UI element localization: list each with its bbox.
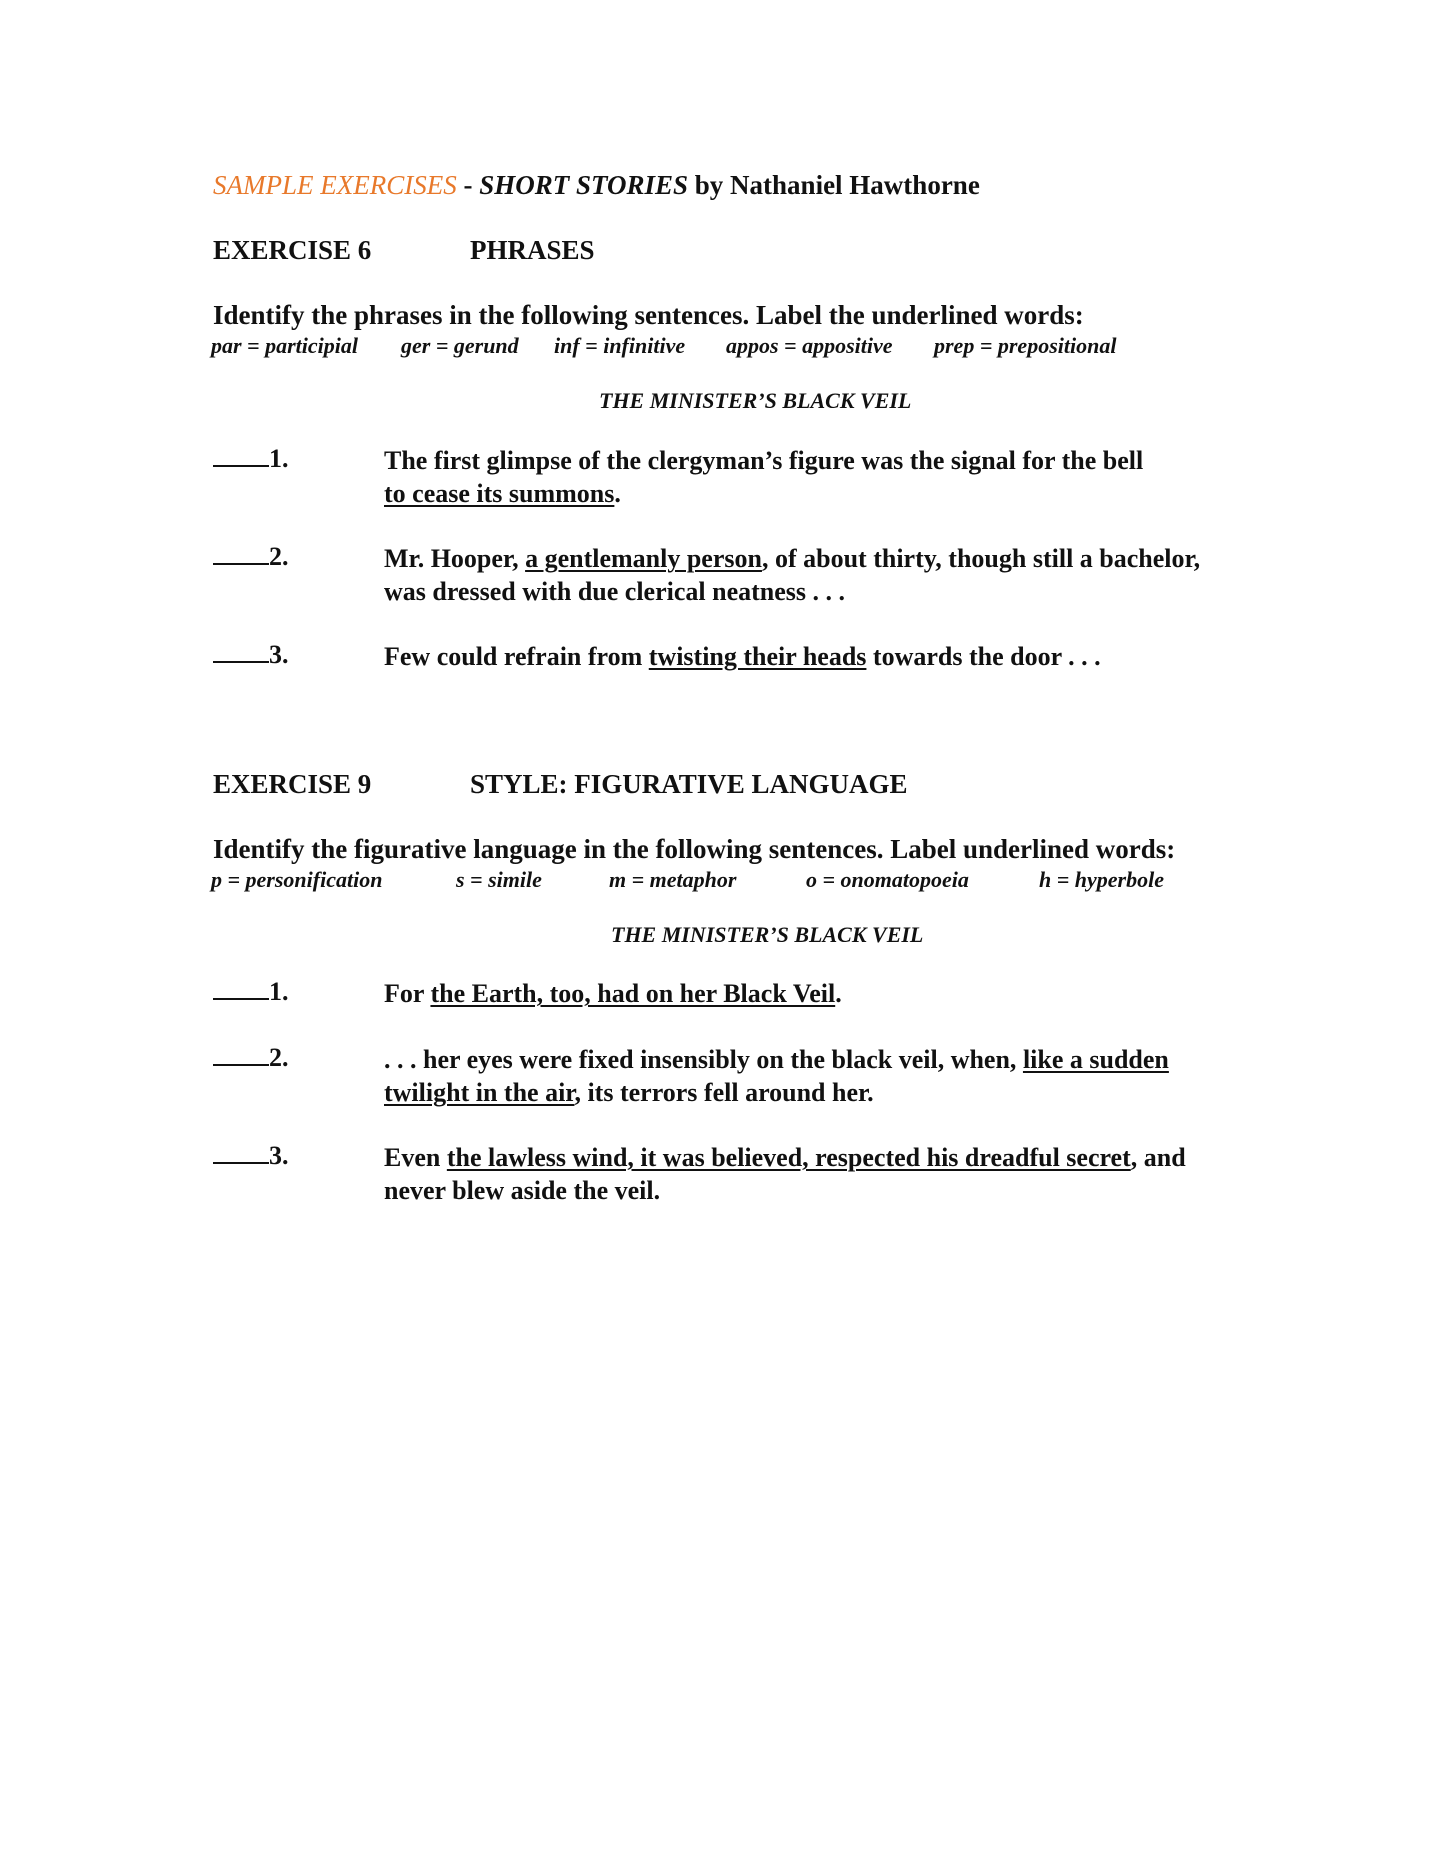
sentence-line	[384, 1174, 1186, 1207]
answer-blank[interactable]	[213, 641, 269, 663]
underlined-phrase: to cease its summons	[384, 479, 615, 508]
sentence-text: , of about thirty, though still a bachelor,	[761, 544, 1201, 573]
exercise-6-number: EXERCISE 6	[213, 235, 372, 265]
underlined-phrase: like a sudden	[1022, 1045, 1169, 1074]
underlined-phrase: the lawless wind, it was believed, respected his dreadful secret	[446, 1143, 1131, 1172]
sentence-line	[384, 444, 1143, 477]
exercise-6-item-1-text	[384, 444, 1143, 510]
sentence-text: , and	[1130, 1143, 1186, 1172]
sentence-line	[384, 1141, 1186, 1174]
exercise-9-item-1-text	[384, 977, 842, 1010]
legend-item: h = hyperbole	[1039, 867, 1164, 892]
sentence-text: Even	[384, 1143, 447, 1172]
underlined-phrase: the Earth, too, had on her Black Veil	[430, 979, 836, 1008]
exercise-9-item-2-text	[384, 1043, 1169, 1109]
exercise-6-item-3-text	[384, 640, 1101, 673]
sentence-text: . . . her eyes were fixed insensibly on the black veil, when,	[384, 1045, 1023, 1074]
answer-blank[interactable]	[213, 1044, 269, 1066]
legend-item: ger = gerund	[401, 333, 519, 358]
exercise-9-number: EXERCISE 9	[213, 769, 372, 799]
exercise-9-legend	[211, 867, 1211, 895]
sentence-text: Few could refrain from	[384, 642, 649, 671]
answer-blank[interactable]	[213, 445, 269, 467]
sentence-text: The first glimpse of the clergyman’s figure was the signal for the bell	[384, 446, 1144, 475]
answer-blank[interactable]	[213, 978, 269, 1000]
legend-item: m = metaphor	[609, 867, 737, 892]
exercise-6-item-1-number: 1.	[213, 444, 289, 474]
sentence-text: .	[614, 479, 621, 508]
title-sample-exercises: SAMPLE EXERCISES	[213, 170, 457, 200]
legend-item: s = simile	[456, 867, 542, 892]
exercise-9-item-1-number: 1.	[213, 977, 289, 1007]
sentence-text: was dressed with due clerical neatness . . .	[384, 577, 846, 606]
sentence-line	[384, 477, 1143, 510]
sentence-text: , its terrors fell around her.	[574, 1078, 874, 1107]
exercise-6-item-2-text	[384, 542, 1200, 608]
exercise-9-item-2-number: 2.	[213, 1043, 289, 1073]
page-title	[213, 170, 980, 201]
legend-item: inf = infinitive	[554, 333, 686, 358]
legend-item: par = participial	[211, 333, 358, 358]
sentence-text: never blew aside the veil.	[384, 1176, 661, 1205]
sentence-text: towards the door . . .	[866, 642, 1101, 671]
sentence-text: Mr. Hooper,	[384, 544, 526, 573]
underlined-phrase: a gentlemanly person	[525, 544, 762, 573]
exercise-9-item-3-number: 3.	[213, 1141, 289, 1171]
exercise-9-topic: STYLE: FIGURATIVE LANGUAGE	[470, 769, 908, 799]
exercise-6-item-3-number: 3.	[213, 640, 289, 670]
sentence-line	[384, 542, 1200, 575]
exercise-6-legend	[211, 333, 1211, 361]
title-separator: -	[456, 170, 480, 200]
sentence-text: For	[384, 979, 431, 1008]
exercise-6-topic: PHRASES	[470, 235, 595, 265]
exercise-9-item-3-text	[384, 1141, 1186, 1207]
legend-item: prep = prepositional	[934, 333, 1117, 358]
sentence-line	[384, 640, 1101, 673]
legend-item: appos = appositive	[726, 333, 893, 358]
title-author: by Nathaniel Hawthorne	[688, 170, 980, 200]
sentence-line	[384, 575, 1200, 608]
sentence-text: .	[835, 979, 842, 1008]
answer-blank[interactable]	[213, 543, 269, 565]
exercise-6-item-2-number: 2.	[213, 542, 289, 572]
exercise-6-story-title: THE MINISTER’S BLACK VEIL	[599, 388, 912, 413]
sentence-line	[384, 1043, 1169, 1076]
sentence-line	[384, 1076, 1169, 1109]
legend-item: o = onomatopoeia	[806, 867, 969, 892]
title-short-stories: SHORT STORIES	[479, 170, 689, 200]
underlined-phrase: twilight in the air	[384, 1078, 575, 1107]
underlined-phrase: twisting their heads	[648, 642, 867, 671]
exercise-9-story-title: THE MINISTER’S BLACK VEIL	[611, 922, 924, 947]
legend-item: p = personification	[211, 867, 383, 892]
sentence-line	[384, 977, 842, 1010]
answer-blank[interactable]	[213, 1142, 269, 1164]
exercise-6-instructions: Identify the phrases in the following sentences. Label the underlined words:	[213, 300, 1084, 330]
exercise-9-instructions: Identify the figurative language in the following sentences. Label underlined words:	[213, 834, 1176, 864]
